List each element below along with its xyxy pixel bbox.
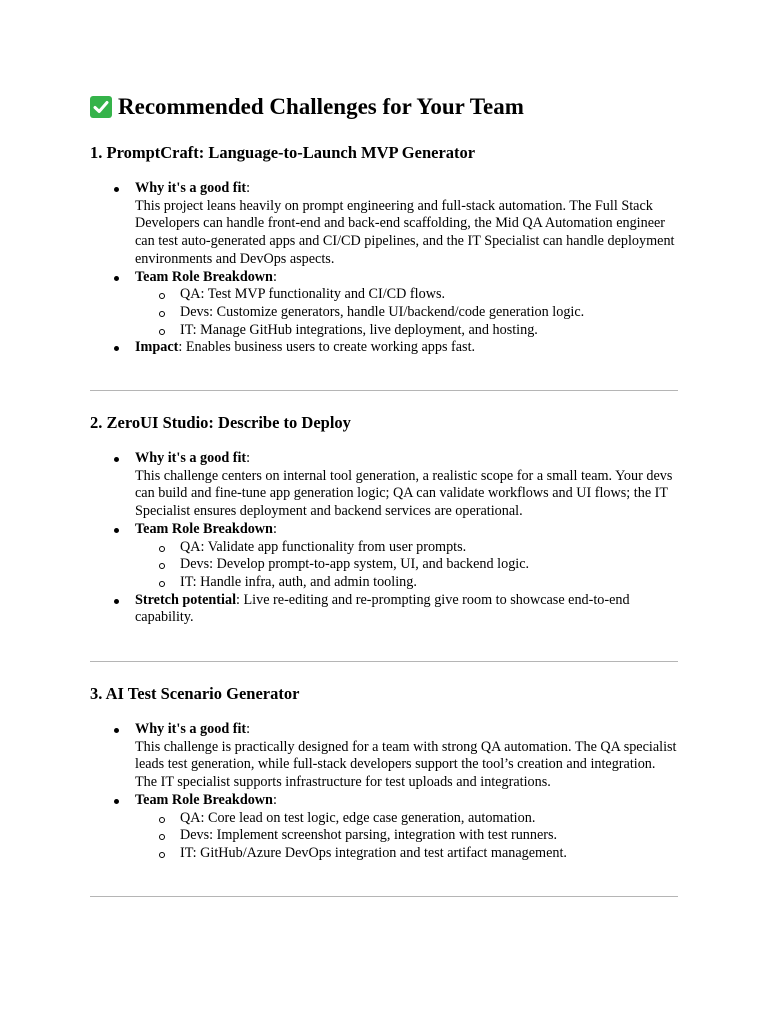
list-item-roles: Team Role Breakdown: QA: Validate app functionality from user prompts. Devs: Develop prompt-to-app system, UI, and backend logic. IT: Handle infra, auth, and admin tooling.	[90, 521, 678, 592]
roles-list	[135, 810, 678, 863]
role-item: IT: Manage GitHub integrations, live deployment, and hosting.	[135, 322, 678, 340]
challenge-section-3	[90, 683, 678, 863]
section-divider	[90, 390, 678, 391]
bullet-list	[90, 721, 678, 863]
list-item-fit: Why it's a good fit: This project leans heavily on prompt engineering and full-stack automation. The Full Stack Developers can handle front-end and back-end scaffolding, the Mid QA Automation engineer can test auto-generated apps and CI/CD pipelines, and the IT Specialist can handle deployment environments and DevOps aspects.	[90, 180, 678, 269]
document-title-text: Recommended Challenges for Your Team	[118, 94, 524, 119]
list-item-stretch: Stretch potential: Live re-editing and re-prompting give room to showcase end-to-end capability.	[90, 592, 678, 627]
roles-list	[135, 286, 678, 339]
section-divider	[90, 896, 678, 897]
roles-label: Team Role Breakdown	[135, 791, 273, 808]
list-item-fit: Why it's a good fit: This challenge is practically designed for a team with strong QA automation. The QA specialist leads test generation, while full-stack developers support the tool’s creation and integration. The IT specialist supports infrastructure for test uploads and integrations.	[90, 721, 678, 792]
role-item: Devs: Customize generators, handle UI/backend/code generation logic.	[135, 304, 678, 322]
list-item-roles: Team Role Breakdown: QA: Test MVP functionality and CI/CD flows. Devs: Customize generators, handle UI/backend/code generation logic. IT: Manage GitHub integrations, live deployment, and hosting.	[90, 269, 678, 340]
role-item: QA: Validate app functionality from user prompts.	[135, 539, 678, 557]
fit-text: This project leans heavily on prompt engineering and full-stack automation. The Full Stack Developers can handle front-end and back-end scaffolding, the Mid QA Automation engineer can test auto-generated apps and CI/CD pipelines, and the IT Specialist can handle deployment environments and DevOps aspects.	[135, 197, 675, 267]
role-item: IT: GitHub/Azure DevOps integration and test artifact management.	[135, 845, 678, 863]
role-item: IT: Handle infra, auth, and admin tooling.	[135, 574, 678, 592]
role-item: QA: Test MVP functionality and CI/CD flows.	[135, 286, 678, 304]
fit-text: This challenge centers on internal tool generation, a realistic scope for a small team. Your devs can build and fine-tune app generation logic; QA can validate workflows and UI flows; the IT Specialist ensures deployment and backend services are operational.	[135, 467, 673, 520]
stretch-text: Live re-editing and re-prompting give room to showcase end-to-end capability.	[135, 591, 630, 626]
bullet-list	[90, 450, 678, 627]
challenge-section-2	[90, 412, 678, 627]
roles-label: Team Role Breakdown	[135, 520, 273, 537]
role-item: Devs: Implement screenshot parsing, integration with test runners.	[135, 827, 678, 845]
list-item-impact: Impact: Enables business users to create working apps fast.	[90, 339, 678, 357]
fit-label: Why it's a good fit	[135, 721, 247, 737]
challenge-section-1	[90, 142, 678, 357]
impact-label: Impact	[135, 339, 179, 356]
bullet-list	[90, 180, 678, 357]
roles-list	[135, 539, 678, 592]
list-item-fit: Why it's a good fit: This challenge centers on internal tool generation, a realistic scope for a small team. Your devs can build and fine-tune app generation logic; QA can validate workflows and UI flows; the IT Specialist ensures deployment and backend services are operational.	[90, 450, 678, 521]
list-item-roles: Team Role Breakdown: QA: Core lead on test logic, edge case generation, automation. Devs: Implement screenshot parsing, integration with test runners. IT: GitHub/Azure DevOps integration and test artifact management.	[90, 792, 678, 863]
role-item: Devs: Develop prompt-to-app system, UI, and backend logic.	[135, 556, 678, 574]
section-heading: 1. PromptCraft: Language-to-Launch MVP Generator	[90, 143, 476, 162]
section-heading: 3. AI Test Scenario Generator	[90, 684, 300, 703]
document-title	[90, 92, 524, 122]
section-heading: 2. ZeroUI Studio: Describe to Deploy	[90, 413, 351, 432]
fit-label: Why it's a good fit	[135, 450, 247, 466]
stretch-label: Stretch potential	[135, 591, 237, 608]
impact-text: Enables business users to create working apps fast.	[185, 339, 476, 356]
roles-label: Team Role Breakdown	[135, 268, 273, 285]
fit-text: This challenge is practically designed for a team with strong QA automation. The QA specialist leads test generation, while full-stack developers support the tool’s creation and integration. The IT specialist supports infrastructure for test uploads and integrations.	[135, 738, 677, 791]
check-mark-icon	[90, 96, 112, 118]
section-divider	[90, 661, 678, 662]
fit-label: Why it's a good fit	[135, 180, 247, 196]
role-item: QA: Core lead on test logic, edge case generation, automation.	[135, 810, 678, 828]
